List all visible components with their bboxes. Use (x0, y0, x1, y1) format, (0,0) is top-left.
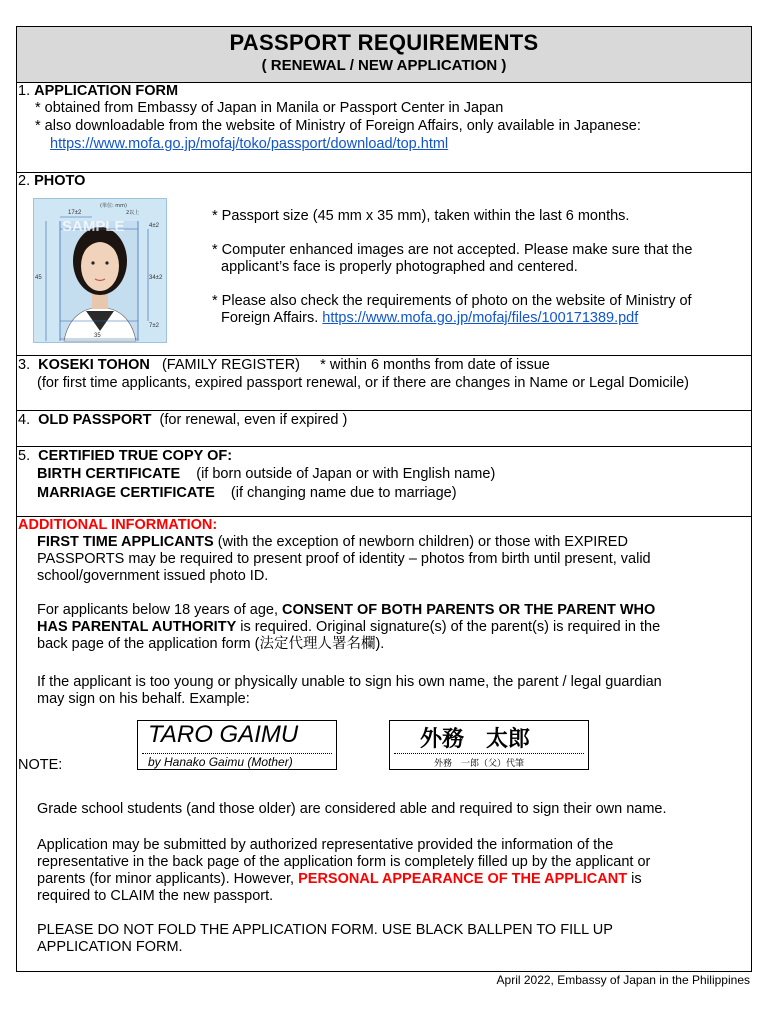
paragraph-text: (with the exception of newborn children) or those with EXPIRED (217, 534, 628, 550)
document-header (17, 27, 751, 83)
section-title: CERTIFIED TRUE COPY OF: (38, 448, 233, 464)
paragraph-text: is required. Original signature(s) of the parent(s) is required in the (240, 619, 661, 635)
first-time-label: FIRST TIME APPLICANTS (37, 534, 214, 550)
note-text: required to CLAIM the new passport. (37, 888, 274, 904)
paragraph-text: If the applicant is too young or physically unable to sign his own name, the parent / legal guardian (37, 674, 662, 690)
note-text: Grade school students (and those older) are considered able and required to sign their own name. (37, 801, 667, 817)
signature-proxy: by Hanako Gaimu (Mother) (148, 755, 293, 769)
photo-requirement: * Computer enhanced images are not accepted. Please make sure that the (212, 242, 693, 258)
dim-label: 17±2 (68, 210, 82, 216)
signature-name: TARO GAIMU (148, 721, 299, 748)
signature-divider (142, 753, 332, 754)
section-certified-copy (17, 447, 751, 517)
signature-name: 外務 太郎 (420, 727, 531, 752)
note-text: Application may be submitted by authorized representative provided the information of the (37, 837, 614, 853)
consent-text: CONSENT OF BOTH PARENTS OR THE PARENT WHO (282, 602, 656, 618)
signature-divider (394, 753, 584, 754)
photo-requirement: Foreign Affairs. (221, 310, 319, 326)
document-title: PASSPORT REQUIREMENTS (229, 30, 539, 55)
section-koseki-tohon (17, 356, 751, 411)
section-number: 2. (18, 173, 31, 189)
certificate-item: BIRTH CERTIFICATE (37, 466, 181, 482)
mofa-photo-link[interactable]: https://www.mofa.go.jp/mofaj/files/100171389.pdf (322, 310, 639, 326)
note-text: APPLICATION FORM. (37, 939, 183, 955)
bullet-text: * obtained from Embassy of Japan in Manila or Passport Center in Japan (35, 100, 504, 116)
section-title: OLD PASSPORT (38, 412, 152, 428)
photo-requirement: * Please also check the requirements of photo on the website of Ministry of (212, 293, 692, 309)
signature-example-japanese (389, 720, 589, 770)
section-paren: (FAMILY REGISTER) (161, 357, 301, 373)
photo-requirement: * Passport size (45 mm x 35 mm), taken within the last 6 months. (212, 208, 630, 224)
paragraph-text: For applicants below 18 years of age, (37, 602, 278, 618)
additional-heading: ADDITIONAL INFORMATION: (18, 517, 218, 533)
section-note: (for renewal, even if expired ) (159, 412, 348, 428)
note-text: representative in the back page of the application form is completely filled up by the applicant or (37, 854, 651, 870)
section-application-form (17, 83, 751, 173)
certificate-item: MARRIAGE CERTIFICATE (37, 485, 215, 501)
dim-label: 34±2 (149, 275, 163, 281)
section-additional-info (17, 517, 751, 972)
dim-label: 7±2 (149, 323, 159, 329)
certificate-note: (if changing name due to marriage) (230, 485, 457, 501)
section-note: * within 6 months from date of issue (320, 357, 550, 373)
paragraph-text: back page of the application form (法定代理人署名欄). (37, 636, 385, 652)
section-number: 5. (18, 448, 31, 464)
paragraph-text: may sign on his behalf. Example: (37, 691, 250, 707)
note-text: parents (for minor applicants). However, (37, 871, 295, 887)
section-number: 3. (18, 357, 31, 373)
section-photo (17, 173, 751, 356)
sample-watermark: SAMPLE (62, 218, 125, 235)
signature-example-english (137, 720, 337, 770)
document-subtitle: ( RENEWAL / NEW APPLICATION ) (261, 57, 507, 74)
dim-label: 45 (35, 275, 42, 281)
personal-appearance-warning: PERSONAL APPEARANCE OF THE APPLICANT (298, 871, 628, 887)
section-number: 1. (18, 83, 31, 99)
signature-proxy: 外務 一郎（父）代筆 (434, 759, 525, 769)
bullet-text: * also downloadable from the website of Ministry of Foreign Affairs, only available in Japanese: (35, 118, 641, 134)
document-footer: April 2022, Embassy of Japan in the Philippines (496, 973, 750, 987)
note-label: NOTE: (18, 757, 63, 773)
section-detail: (for first time applicants, expired passport renewal, or if there are changes in Name or Legal Domicile) (37, 375, 689, 391)
section-title: KOSEKI TOHON (38, 357, 150, 373)
paragraph-text: PASSPORTS may be required to present proof of identity – photos from birth until present, valid (37, 551, 651, 567)
requirements-document (16, 26, 752, 972)
passport-photo-sample (33, 198, 167, 343)
mofa-download-link[interactable]: https://www.mofa.go.jp/mofaj/toko/passport/download/top.html (50, 136, 449, 152)
consent-text: HAS PARENTAL AUTHORITY (37, 619, 237, 635)
paragraph-text: school/government issued photo ID. (37, 568, 269, 584)
section-title: APPLICATION FORM (34, 83, 179, 99)
note-text: PLEASE DO NOT FOLD THE APPLICATION FORM. USE BLACK BALLPEN TO FILL UP (37, 922, 613, 938)
dim-label: 4±2 (149, 223, 159, 229)
section-title: PHOTO (34, 173, 86, 189)
dim-label: 2以上 (126, 210, 140, 216)
section-number: 4. (18, 412, 31, 428)
photo-requirement: applicant’s face is properly photographed and centered. (221, 259, 578, 275)
photo-diagram (34, 199, 167, 343)
note-text: is (631, 871, 642, 887)
unit-label: (単位: mm) (100, 203, 127, 209)
certificate-note: (if born outside of Japan or with English name) (196, 466, 496, 482)
dim-label: 35 (94, 333, 101, 339)
section-old-passport (17, 411, 751, 447)
